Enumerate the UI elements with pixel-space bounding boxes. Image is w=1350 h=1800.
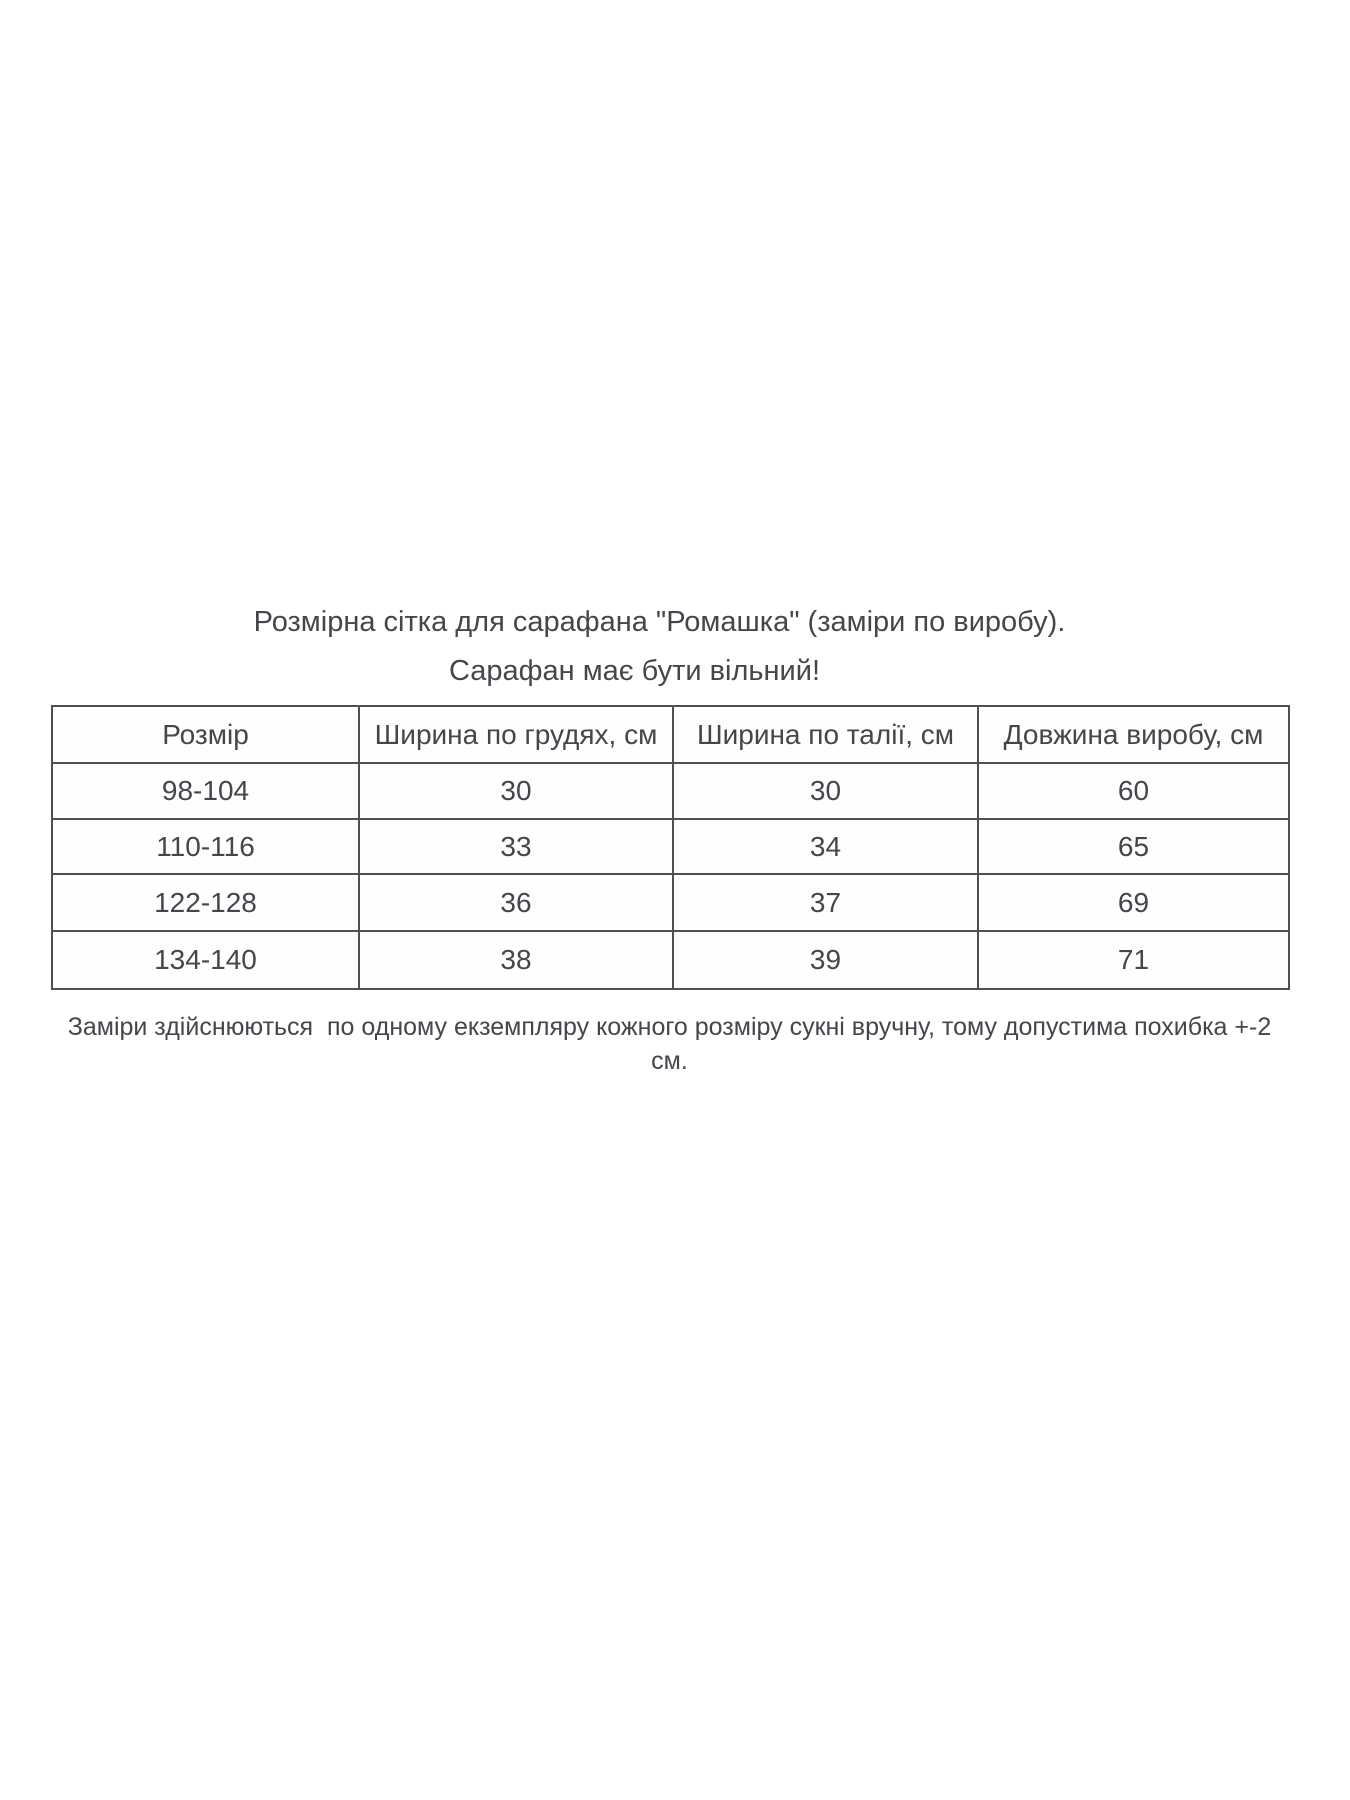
item-length-cell: 69 (978, 874, 1289, 931)
waist-width-cell: 34 (673, 819, 978, 874)
table-header-row (52, 706, 1289, 763)
table-row (52, 874, 1289, 931)
waist-width-cell: 37 (673, 874, 978, 931)
item-length-cell: 65 (978, 819, 1289, 874)
measurement-note: Заміри здійснюються по одному екземпляру кожного розміру сукні вручну, тому допустима похибка +-2 см. (67, 1013, 1279, 1075)
chest-width-cell: 33 (359, 819, 673, 874)
size-cell: 110-116 (52, 819, 359, 874)
size-cell: 98-104 (52, 763, 359, 819)
item-length-cell: 60 (978, 763, 1289, 819)
column-header-chest-width: Ширина по грудях, см (359, 706, 673, 763)
column-header-waist-width: Ширина по талії, см (673, 706, 978, 763)
chest-width-cell: 36 (359, 874, 673, 931)
column-header-size: Розмір (52, 706, 359, 763)
table-row (52, 931, 1289, 989)
table-row (52, 819, 1289, 874)
size-cell: 134-140 (52, 931, 359, 989)
waist-width-cell: 39 (673, 931, 978, 989)
column-header-item-length: Довжина виробу, см (978, 706, 1289, 763)
chest-width-cell: 30 (359, 763, 673, 819)
size-table (51, 705, 1290, 990)
chest-width-cell: 38 (359, 931, 673, 989)
page-subtitle: Сарафан має бути вільний! (449, 655, 820, 687)
item-length-cell: 71 (978, 931, 1289, 989)
waist-width-cell: 30 (673, 763, 978, 819)
table-row (52, 763, 1289, 819)
size-cell: 122-128 (52, 874, 359, 931)
page-title: Розмірна сітка для сарафана "Ромашка" (заміри по виробу). (253, 606, 1066, 638)
